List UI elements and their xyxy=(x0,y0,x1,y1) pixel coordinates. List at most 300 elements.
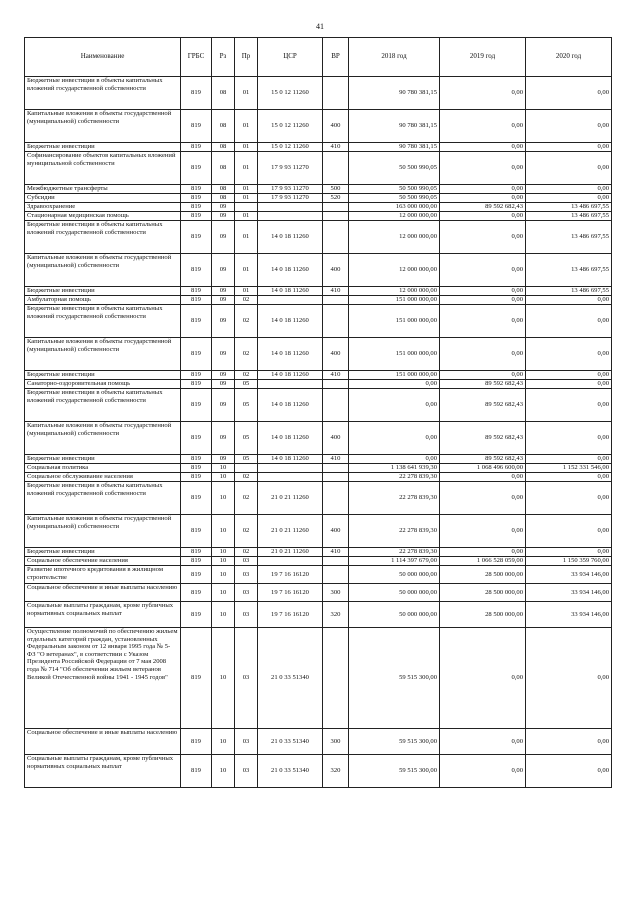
cell-2018: 59 515 300,00 xyxy=(349,755,440,788)
cell-vr: 500 xyxy=(323,185,349,194)
cell-2020: 0,00 xyxy=(526,194,612,203)
cell-rz: 09 xyxy=(212,380,235,389)
cell-grbs: 819 xyxy=(181,221,212,254)
cell-vr: 400 xyxy=(323,110,349,143)
cell-vr: 400 xyxy=(323,515,349,548)
table-row xyxy=(25,338,612,371)
cell-grbs: 819 xyxy=(181,602,212,628)
cell-pr: 02 xyxy=(235,515,258,548)
cell-2020: 33 934 146,00 xyxy=(526,602,612,628)
cell-pr: 02 xyxy=(235,482,258,515)
cell-vr: 320 xyxy=(323,755,349,788)
cell-csr: 14 0 18 11260 xyxy=(258,287,323,296)
table-row xyxy=(25,77,612,110)
cell-2018: 50 000 000,00 xyxy=(349,602,440,628)
cell-rz: 10 xyxy=(212,602,235,628)
cell-2019: 28 500 000,00 xyxy=(440,566,526,584)
cell-2018: 90 780 381,15 xyxy=(349,77,440,110)
cell-2018: 22 278 839,30 xyxy=(349,515,440,548)
cell-2020: 0,00 xyxy=(526,729,612,755)
cell-2020: 0,00 xyxy=(526,305,612,338)
table-row xyxy=(25,422,612,455)
page-number: 41 xyxy=(316,22,324,31)
table-row xyxy=(25,482,612,515)
cell-csr: 19 7 16 16120 xyxy=(258,602,323,628)
table-row xyxy=(25,566,612,584)
cell-grbs: 819 xyxy=(181,203,212,212)
cell-name: Бюджетные инвестиции xyxy=(25,548,181,557)
cell-pr: 01 xyxy=(235,152,258,185)
cell-2018: 12 000 000,00 xyxy=(349,254,440,287)
cell-name: Здравоохранение xyxy=(25,203,181,212)
header-grbs: ГРБС xyxy=(181,38,212,77)
cell-2018: 151 000 000,00 xyxy=(349,338,440,371)
cell-2020: 0,00 xyxy=(526,389,612,422)
cell-csr xyxy=(258,464,323,473)
cell-2019: 0,00 xyxy=(440,254,526,287)
cell-grbs: 819 xyxy=(181,338,212,371)
cell-rz: 09 xyxy=(212,254,235,287)
cell-pr: 01 xyxy=(235,143,258,152)
cell-vr xyxy=(323,203,349,212)
cell-2020: 0,00 xyxy=(526,548,612,557)
table-row xyxy=(25,389,612,422)
cell-vr xyxy=(323,380,349,389)
cell-grbs: 819 xyxy=(181,557,212,566)
cell-2020: 1 152 331 546,00 xyxy=(526,464,612,473)
cell-2019: 28 500 000,00 xyxy=(440,602,526,628)
cell-vr xyxy=(323,305,349,338)
cell-2019: 0,00 xyxy=(440,305,526,338)
cell-rz: 10 xyxy=(212,515,235,548)
cell-rz: 09 xyxy=(212,371,235,380)
cell-2020: 0,00 xyxy=(526,143,612,152)
header-name: Наименование xyxy=(25,38,181,77)
header-csr: ЦСР xyxy=(258,38,323,77)
table-row xyxy=(25,729,612,755)
table-row xyxy=(25,515,612,548)
cell-pr xyxy=(235,464,258,473)
cell-2019: 0,00 xyxy=(440,628,526,729)
cell-pr: 01 xyxy=(235,110,258,143)
cell-name: Бюджетные инвестиции в объекты капитальных вложений государственной собственности xyxy=(25,77,181,110)
cell-2018: 163 000 000,00 xyxy=(349,203,440,212)
cell-name: Социальное обеспечение и иные выплаты населению xyxy=(25,729,181,755)
cell-pr: 05 xyxy=(235,455,258,464)
cell-2018: 90 780 381,15 xyxy=(349,110,440,143)
cell-pr: 03 xyxy=(235,729,258,755)
cell-csr: 14 0 18 11260 xyxy=(258,338,323,371)
cell-2018: 22 278 839,30 xyxy=(349,473,440,482)
cell-2020: 0,00 xyxy=(526,185,612,194)
cell-name: Капитальные вложения в объекты государственной (муниципальной) собственности xyxy=(25,338,181,371)
cell-pr xyxy=(235,203,258,212)
table-row xyxy=(25,584,612,602)
cell-csr: 14 0 18 11260 xyxy=(258,254,323,287)
cell-name: Капитальные вложения в объекты государственной (муниципальной) собственности xyxy=(25,110,181,143)
table-row xyxy=(25,755,612,788)
cell-vr xyxy=(323,482,349,515)
cell-vr: 520 xyxy=(323,194,349,203)
cell-rz: 09 xyxy=(212,212,235,221)
cell-pr: 01 xyxy=(235,221,258,254)
cell-csr: 21 0 21 11260 xyxy=(258,548,323,557)
cell-grbs: 819 xyxy=(181,371,212,380)
cell-vr: 410 xyxy=(323,455,349,464)
header-2020: 2020 год xyxy=(526,38,612,77)
cell-rz: 08 xyxy=(212,143,235,152)
cell-2019: 0,00 xyxy=(440,338,526,371)
table-row xyxy=(25,194,612,203)
cell-2018: 1 114 397 679,00 xyxy=(349,557,440,566)
cell-pr: 01 xyxy=(235,254,258,287)
cell-name: Бюджетные инвестиции в объекты капитальных вложений государственной собственности xyxy=(25,221,181,254)
cell-2019: 0,00 xyxy=(440,185,526,194)
cell-rz: 08 xyxy=(212,77,235,110)
cell-2018: 12 000 000,00 xyxy=(349,212,440,221)
cell-grbs: 819 xyxy=(181,152,212,185)
cell-2018: 12 000 000,00 xyxy=(349,221,440,254)
cell-grbs: 819 xyxy=(181,194,212,203)
cell-pr: 05 xyxy=(235,380,258,389)
cell-grbs: 819 xyxy=(181,548,212,557)
cell-pr: 05 xyxy=(235,389,258,422)
cell-2018: 22 278 839,30 xyxy=(349,482,440,515)
cell-csr xyxy=(258,473,323,482)
cell-pr: 02 xyxy=(235,305,258,338)
cell-rz: 09 xyxy=(212,422,235,455)
cell-2019: 89 592 682,43 xyxy=(440,380,526,389)
cell-2020: 0,00 xyxy=(526,371,612,380)
cell-rz: 10 xyxy=(212,548,235,557)
cell-vr: 410 xyxy=(323,287,349,296)
table-row xyxy=(25,221,612,254)
cell-pr: 03 xyxy=(235,628,258,729)
cell-pr: 02 xyxy=(235,338,258,371)
table-row xyxy=(25,557,612,566)
cell-vr: 300 xyxy=(323,584,349,602)
cell-2018: 90 780 381,15 xyxy=(349,143,440,152)
cell-grbs: 819 xyxy=(181,212,212,221)
cell-2020: 0,00 xyxy=(526,515,612,548)
table-row xyxy=(25,212,612,221)
cell-name: Стационарная медицинская помощь xyxy=(25,212,181,221)
cell-rz: 09 xyxy=(212,221,235,254)
cell-csr: 21 0 33 51340 xyxy=(258,628,323,729)
cell-2018: 50 000 000,00 xyxy=(349,584,440,602)
table-header-row xyxy=(25,38,612,77)
cell-2020: 0,00 xyxy=(526,473,612,482)
cell-name: Социальное обеспечение и иные выплаты населению xyxy=(25,584,181,602)
cell-csr xyxy=(258,557,323,566)
cell-2018: 22 278 839,30 xyxy=(349,548,440,557)
cell-grbs: 819 xyxy=(181,515,212,548)
cell-2019: 0,00 xyxy=(440,755,526,788)
cell-2018: 0,00 xyxy=(349,380,440,389)
cell-2020: 0,00 xyxy=(526,110,612,143)
cell-rz: 10 xyxy=(212,464,235,473)
cell-rz: 08 xyxy=(212,194,235,203)
cell-rz: 09 xyxy=(212,338,235,371)
cell-vr xyxy=(323,566,349,584)
cell-2018: 151 000 000,00 xyxy=(349,371,440,380)
cell-2019: 0,00 xyxy=(440,110,526,143)
cell-name: Бюджетные инвестиции xyxy=(25,143,181,152)
cell-rz: 09 xyxy=(212,287,235,296)
cell-2018: 151 000 000,00 xyxy=(349,296,440,305)
cell-vr xyxy=(323,152,349,185)
cell-csr: 14 0 18 11260 xyxy=(258,371,323,380)
cell-grbs: 819 xyxy=(181,185,212,194)
cell-grbs: 819 xyxy=(181,389,212,422)
cell-vr xyxy=(323,221,349,254)
cell-csr: 19 7 16 16120 xyxy=(258,584,323,602)
cell-2020: 1 150 359 760,00 xyxy=(526,557,612,566)
cell-pr: 03 xyxy=(235,557,258,566)
table-row xyxy=(25,254,612,287)
cell-2020: 33 934 146,00 xyxy=(526,584,612,602)
cell-name: Санаторно-оздоровительная помощь xyxy=(25,380,181,389)
cell-grbs: 819 xyxy=(181,566,212,584)
cell-name: Бюджетные инвестиции xyxy=(25,455,181,464)
cell-name: Капитальные вложения в объекты государственной (муниципальной) собственности xyxy=(25,515,181,548)
table-row xyxy=(25,305,612,338)
cell-csr: 14 0 18 11260 xyxy=(258,455,323,464)
cell-csr: 17 9 93 11270 xyxy=(258,194,323,203)
cell-name: Субсидии xyxy=(25,194,181,203)
cell-2020: 0,00 xyxy=(526,338,612,371)
cell-rz: 10 xyxy=(212,473,235,482)
cell-vr: 320 xyxy=(323,602,349,628)
cell-csr: 19 7 16 16120 xyxy=(258,566,323,584)
cell-2018: 59 515 300,00 xyxy=(349,729,440,755)
cell-rz: 10 xyxy=(212,566,235,584)
cell-2019: 28 500 000,00 xyxy=(440,584,526,602)
cell-csr xyxy=(258,296,323,305)
cell-csr: 21 0 33 51340 xyxy=(258,755,323,788)
cell-2019: 89 592 682,43 xyxy=(440,455,526,464)
cell-pr: 03 xyxy=(235,584,258,602)
cell-csr: 21 0 21 11260 xyxy=(258,515,323,548)
cell-name: Софинансирование объектов капитальных вложений муниципальной собственности xyxy=(25,152,181,185)
cell-name: Бюджетные инвестиции в объекты капитальных вложений государственной собственности xyxy=(25,389,181,422)
cell-2020: 0,00 xyxy=(526,455,612,464)
cell-2020: 0,00 xyxy=(526,628,612,729)
cell-2019: 89 592 682,43 xyxy=(440,422,526,455)
cell-csr: 15 0 12 11260 xyxy=(258,77,323,110)
cell-2018: 50 500 990,05 xyxy=(349,194,440,203)
cell-2020: 0,00 xyxy=(526,482,612,515)
cell-2018: 50 500 990,05 xyxy=(349,185,440,194)
table-row xyxy=(25,110,612,143)
header-2018: 2018 год xyxy=(349,38,440,77)
cell-vr xyxy=(323,473,349,482)
cell-2018: 0,00 xyxy=(349,389,440,422)
cell-2018: 1 138 641 939,30 xyxy=(349,464,440,473)
cell-csr xyxy=(258,212,323,221)
cell-csr: 17 9 93 11270 xyxy=(258,185,323,194)
cell-grbs: 819 xyxy=(181,482,212,515)
cell-vr: 400 xyxy=(323,338,349,371)
cell-csr: 14 0 18 11260 xyxy=(258,305,323,338)
cell-2020: 0,00 xyxy=(526,152,612,185)
cell-2019: 0,00 xyxy=(440,548,526,557)
cell-vr xyxy=(323,628,349,729)
table-row xyxy=(25,152,612,185)
header-rz: Рз xyxy=(212,38,235,77)
cell-pr: 01 xyxy=(235,194,258,203)
cell-name: Межбюджетные трансферты xyxy=(25,185,181,194)
table-row xyxy=(25,287,612,296)
cell-rz: 08 xyxy=(212,185,235,194)
cell-2019: 0,00 xyxy=(440,729,526,755)
cell-name: Бюджетные инвестиции в объекты капитальных вложений государственной собственности xyxy=(25,305,181,338)
table-row xyxy=(25,380,612,389)
cell-csr: 14 0 18 11260 xyxy=(258,422,323,455)
cell-rz: 09 xyxy=(212,203,235,212)
cell-vr: 400 xyxy=(323,422,349,455)
cell-grbs: 819 xyxy=(181,584,212,602)
cell-name: Социальные выплаты гражданам, кроме публичных нормативных социальных выплат xyxy=(25,602,181,628)
table-row xyxy=(25,296,612,305)
cell-2019: 0,00 xyxy=(440,296,526,305)
cell-grbs: 819 xyxy=(181,254,212,287)
cell-rz: 10 xyxy=(212,557,235,566)
cell-name: Бюджетные инвестиции в объекты капитальных вложений государственной собственности xyxy=(25,482,181,515)
cell-2019: 0,00 xyxy=(440,194,526,203)
cell-2018: 151 000 000,00 xyxy=(349,305,440,338)
cell-grbs: 819 xyxy=(181,729,212,755)
cell-2020: 33 934 146,00 xyxy=(526,566,612,584)
cell-2019: 1 066 528 059,00 xyxy=(440,557,526,566)
budget-table xyxy=(24,37,612,788)
cell-rz: 10 xyxy=(212,628,235,729)
cell-vr: 410 xyxy=(323,548,349,557)
header-pr: Пр xyxy=(235,38,258,77)
cell-pr: 02 xyxy=(235,473,258,482)
table-row xyxy=(25,143,612,152)
cell-pr: 01 xyxy=(235,77,258,110)
cell-vr: 400 xyxy=(323,254,349,287)
cell-2019: 0,00 xyxy=(440,473,526,482)
cell-pr: 02 xyxy=(235,371,258,380)
cell-pr: 01 xyxy=(235,212,258,221)
cell-2019: 0,00 xyxy=(440,371,526,380)
cell-grbs: 819 xyxy=(181,628,212,729)
cell-2018: 12 000 000,00 xyxy=(349,287,440,296)
cell-grbs: 819 xyxy=(181,473,212,482)
cell-vr xyxy=(323,389,349,422)
table-row xyxy=(25,203,612,212)
cell-grbs: 819 xyxy=(181,755,212,788)
cell-2019: 0,00 xyxy=(440,515,526,548)
cell-2020: 0,00 xyxy=(526,296,612,305)
cell-2020: 0,00 xyxy=(526,77,612,110)
cell-name: Социальное обеспечение населения xyxy=(25,557,181,566)
table-row xyxy=(25,455,612,464)
cell-vr xyxy=(323,77,349,110)
cell-rz: 09 xyxy=(212,305,235,338)
cell-csr xyxy=(258,380,323,389)
table-row xyxy=(25,371,612,380)
cell-vr xyxy=(323,296,349,305)
table-row xyxy=(25,185,612,194)
cell-name: Капитальные вложения в объекты государственной (муниципальной) собственности xyxy=(25,254,181,287)
cell-name: Бюджетные инвестиции xyxy=(25,371,181,380)
cell-vr: 300 xyxy=(323,729,349,755)
cell-vr xyxy=(323,464,349,473)
cell-2020: 13 486 697,55 xyxy=(526,254,612,287)
cell-rz: 09 xyxy=(212,389,235,422)
cell-name: Бюджетные инвестиции xyxy=(25,287,181,296)
cell-2019: 0,00 xyxy=(440,482,526,515)
cell-vr xyxy=(323,557,349,566)
cell-pr: 03 xyxy=(235,602,258,628)
table-body xyxy=(25,77,612,788)
cell-rz: 08 xyxy=(212,152,235,185)
cell-2019: 89 592 682,43 xyxy=(440,203,526,212)
cell-name: Социальные выплаты гражданам, кроме публичных нормативных социальных выплат xyxy=(25,755,181,788)
cell-rz: 10 xyxy=(212,482,235,515)
cell-name: Амбулаторная помощь xyxy=(25,296,181,305)
table-row xyxy=(25,548,612,557)
cell-vr xyxy=(323,212,349,221)
cell-pr: 05 xyxy=(235,422,258,455)
cell-csr xyxy=(258,203,323,212)
cell-2018: 59 515 300,00 xyxy=(349,628,440,729)
cell-csr: 15 0 12 11260 xyxy=(258,143,323,152)
cell-grbs: 819 xyxy=(181,380,212,389)
cell-rz: 10 xyxy=(212,755,235,788)
cell-grbs: 819 xyxy=(181,77,212,110)
cell-name: Социальное обслуживание населения xyxy=(25,473,181,482)
cell-grbs: 819 xyxy=(181,422,212,455)
cell-grbs: 819 xyxy=(181,296,212,305)
cell-pr: 01 xyxy=(235,185,258,194)
cell-pr: 03 xyxy=(235,566,258,584)
cell-rz: 10 xyxy=(212,729,235,755)
cell-grbs: 819 xyxy=(181,455,212,464)
cell-grbs: 819 xyxy=(181,287,212,296)
cell-2020: 13 486 697,55 xyxy=(526,287,612,296)
cell-pr: 02 xyxy=(235,296,258,305)
cell-2020: 0,00 xyxy=(526,380,612,389)
cell-2019: 89 592 682,43 xyxy=(440,389,526,422)
cell-2018: 0,00 xyxy=(349,455,440,464)
cell-csr: 17 9 93 11270 xyxy=(258,152,323,185)
cell-2020: 13 486 697,55 xyxy=(526,212,612,221)
cell-2018: 0,00 xyxy=(349,422,440,455)
cell-2020: 0,00 xyxy=(526,422,612,455)
table-row xyxy=(25,464,612,473)
cell-2019: 0,00 xyxy=(440,287,526,296)
cell-rz: 10 xyxy=(212,584,235,602)
cell-2020: 13 486 697,55 xyxy=(526,221,612,254)
cell-rz: 09 xyxy=(212,296,235,305)
cell-2019: 0,00 xyxy=(440,143,526,152)
cell-2019: 0,00 xyxy=(440,221,526,254)
cell-csr: 21 0 33 51340 xyxy=(258,729,323,755)
cell-csr: 14 0 18 11260 xyxy=(258,221,323,254)
cell-2018: 50 500 990,05 xyxy=(349,152,440,185)
cell-2019: 0,00 xyxy=(440,77,526,110)
cell-rz: 08 xyxy=(212,110,235,143)
cell-2019: 0,00 xyxy=(440,212,526,221)
cell-grbs: 819 xyxy=(181,464,212,473)
cell-csr: 14 0 18 11260 xyxy=(258,389,323,422)
cell-pr: 03 xyxy=(235,755,258,788)
cell-csr: 15 0 12 11260 xyxy=(258,110,323,143)
